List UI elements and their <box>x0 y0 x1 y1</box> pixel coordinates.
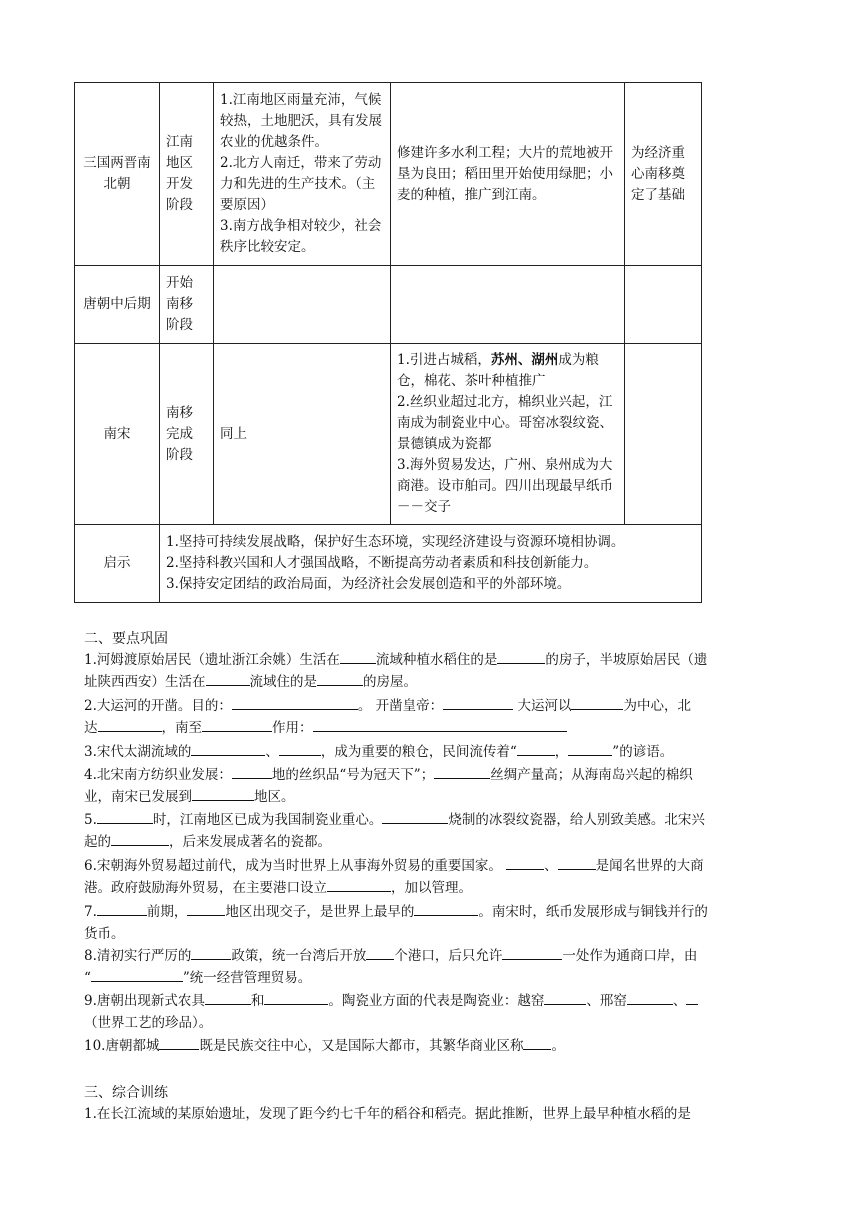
question-10: 10.唐朝都城 既是民族交往中心，又是国际大都市，其繁华商业区称 。 <box>84 1038 565 1054</box>
reasons-cell <box>214 266 391 344</box>
question-3: 3.宋代太湖流域的 、 ，成为重要的粮仓，民间流传着“ ， ”的谚语。 <box>84 744 674 760</box>
performance-cell: 修建许多水利工程；大片的荒地被开垦为良田；稻田里开始使用绿肥；小麦的种植，推广到江南。 <box>391 83 625 266</box>
question-8: 8.清初实行严厉的 政策，统一台湾后开放 个港口，后只允许 一处作为通商口岸，由 “ ”统一经营管理贸易。 <box>84 948 698 986</box>
reasons-cell: 1.江南地区雨量充沛，气候较热，土地肥沃，具有发展农业的优越条件。 2.北方人南迁，带来了劳动力和先进的生产技术。（主要原因） 3.南方战争相对较少，社会秩序比较安定。 <box>214 83 391 266</box>
question-7: 7. 前期， 地区出现交子，是世界上最早的 。南宋时，纸币发展形成与铜钱并行的 货币。 <box>84 904 708 942</box>
period-cell: 南宋 <box>75 344 160 525</box>
period-cell: 唐朝中后期 <box>75 266 160 344</box>
significance-cell: 为经济重心南移奠定了基础 <box>625 83 702 266</box>
stage-cell: 开始 南移 阶段 <box>160 266 214 344</box>
insight-cell: 1.坚持可持续发展战略，保护好生态环境，实现经济建设与资源环境相协调。 2.坚持科教兴国和人才强国战略，不断提高劳动者素质和科技创新能力。 3.保持安定团结的政治局面，为经济社会发展创造和平的外部环境。 <box>160 525 702 603</box>
section-title: 三、综合训练 <box>84 1085 168 1101</box>
question-4: 4.北宋南方纺织业发展： 地的丝织品“号为冠天下”； 丝绸产量高；从海南岛兴起的棉织 业，南宋已发展到 地区。 <box>84 767 693 805</box>
performance-cell <box>391 266 625 344</box>
performance-cell: 1.引进占城稻，苏州、湖州成为粮仓，棉花、茶叶种植推广 2.丝织业超过北方，棉织业兴起，江南成为制瓷业中心。哥窑冰裂纹瓷、景德镇成为瓷都 3.海外贸易发达，广州、泉州成为大商港。设市舶司。四川出现最早纸币－－交子 <box>391 344 625 525</box>
question-9: 9.唐朝出现新式农具 和 。陶瓷业方面的代表是陶瓷业：越窑 、邢窑 、 （世界工艺的珍品）。 <box>84 991 774 1034</box>
table-row <box>75 266 702 344</box>
period-cell: 三国两晋南北朝 <box>75 83 160 266</box>
table-row <box>75 344 702 525</box>
reasons-cell: 同上 <box>214 344 391 525</box>
training-question-1: 1.在长江流域的某原始遗址，发现了距今约七千年的稻谷和稻壳。据此推断，世界上最早种植水稻的是 <box>84 1106 691 1122</box>
question-5: 5. 时，江南地区已成为我国制瓷业重心。 烧制的冰裂纹瓷器，给人别致美感。北宋兴 起的 ，后来发展成著名的瓷都。 <box>84 812 705 850</box>
insight-label: 启示 <box>75 525 160 603</box>
question-6: 6.宋朝海外贸易超过前代，成为当时世界上从事海外贸易的重要国家。 、 是闻名世界的大商 港。政府鼓励海外贸易，在主要港口设立 ，加以管理。 <box>84 858 704 896</box>
stage-cell: 江南 地区 开发 阶段 <box>160 83 214 266</box>
significance-cell <box>625 266 702 344</box>
section-title: 二、要点巩固 <box>84 631 168 647</box>
table-row <box>75 525 702 603</box>
economic-center-table <box>74 82 702 603</box>
significance-cell <box>625 344 702 525</box>
stage-cell: 南移 完成 阶段 <box>160 344 214 525</box>
table-row <box>75 83 702 266</box>
question-1: 1.河姆渡原始居民（遗址浙江余姚）生活在 流域种植水稻住的是 的房子，半坡原始居民（遗 址陕西西安）生活在 流域住的是 的房屋。 <box>84 652 708 690</box>
question-2: 2.大运河的开凿。目的： 。 开凿皇帝： 大运河以 为中心，北 达 ，南至 作用： <box>84 698 691 736</box>
